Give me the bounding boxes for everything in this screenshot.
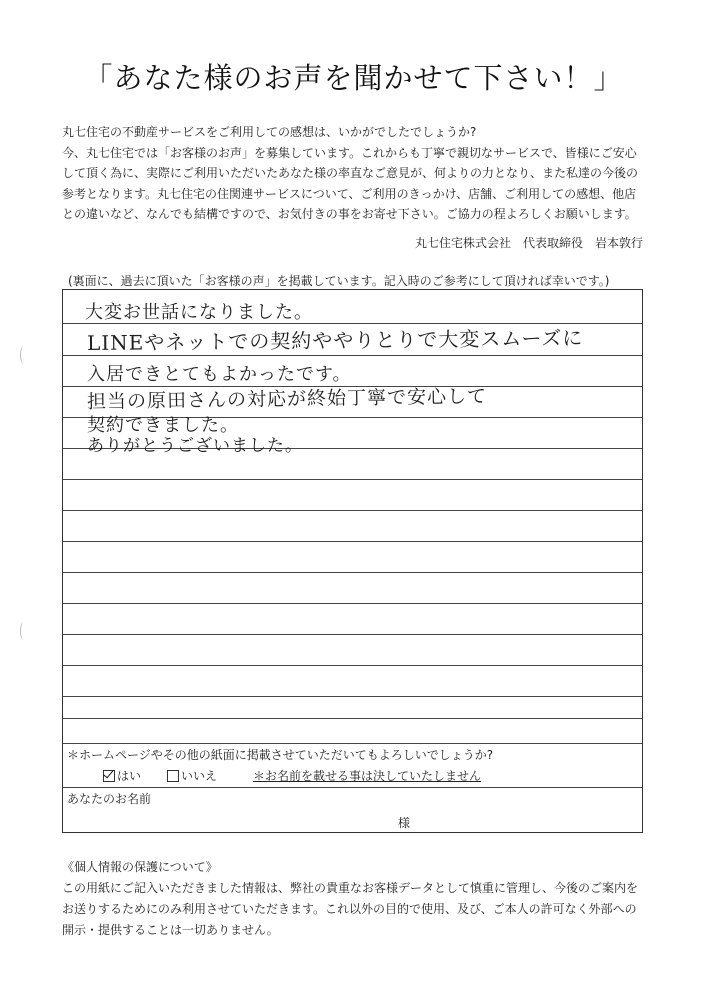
ruled-line <box>63 603 642 604</box>
ruled-line <box>63 665 642 666</box>
name-suffix: 様 <box>398 816 411 830</box>
ruled-line <box>63 696 642 697</box>
company-signature: 丸七住宅株式会社 代表取締役 岩本敦行 <box>414 236 643 250</box>
ruled-line <box>63 541 642 542</box>
reference-note: (裏面に、過去に頂いた「お客様の声」を掲載しています。記入時のご参考にして頂ければ幸いです。) <box>68 274 610 288</box>
ruled-line <box>63 787 642 788</box>
privacy-line: お送りするためにのみ利用させていただきます。これ以外の目的で使用、及び、ご本人の許可なく外部への <box>62 902 637 916</box>
ruled-line <box>63 572 642 573</box>
ruled-line <box>63 510 642 511</box>
intro-line: との違いなど、なんでも結構ですので、お気付きの事をお寄せ下さい。ご協力の程よろしくお願いします。 <box>62 207 637 221</box>
page-title: 「あなた様のお声を聞かせて下さい！」 <box>83 61 624 95</box>
yes-checkbox[interactable] <box>103 770 115 782</box>
ruled-line <box>63 718 642 719</box>
yes-label: はい <box>117 769 142 783</box>
intro-text <box>62 122 662 225</box>
intro-line: して頂く為に、実際にご利用いただいたあなた様の率直なご意見が、何よりの力となり、また私達の今後の <box>62 166 639 180</box>
privacy-line: この用紙にご記入いただきました情報は、弊社の貴重なお客様データとして慎重に管理し、今後のご案内を <box>62 881 639 895</box>
handwritten-line: 大変お世話になりました。 <box>85 302 313 323</box>
ruled-line <box>63 479 642 480</box>
intro-line: 丸七住宅の不動産サービスをご利用しての感想は、いかがでしたでしょうか? <box>62 125 477 139</box>
name-field-label: あなたのお名前 <box>67 792 152 806</box>
ruled-line <box>63 743 642 744</box>
consent-no-option[interactable] <box>167 767 217 784</box>
privacy-section <box>62 857 682 941</box>
intro-line: 参考となります。丸七住宅の住関連サービスについて、ご利用のきっかけ、店舗、ご利用しての感想、他店 <box>62 186 637 201</box>
intro-line: 今、丸七住宅では「お客様のお声」を募集しています。これからも丁寧で親切なサービスで、皆様にご安心 <box>62 145 637 160</box>
handwritten-line: 入居できとてもよかったです。 <box>87 364 352 385</box>
privacy-heading: 《個人情報の保護について》 <box>62 860 218 874</box>
handwritten-line: 担当の原田さんの対応が終始丁寧で安心して <box>86 385 488 413</box>
no-label: いいえ <box>181 769 218 783</box>
handwritten-line: 契約できました。 <box>87 415 239 436</box>
consent-yes-option[interactable] <box>103 767 141 784</box>
privacy-line: 開示・提供することは一切ありません。 <box>62 923 279 937</box>
handwritten-line: ありがとうございました。 <box>87 436 303 456</box>
punch-hole-mark <box>20 346 27 364</box>
name-privacy-notice: ＊お名前を載せる事は決していたしません <box>253 769 482 783</box>
feedback-form <box>62 289 643 833</box>
ruled-line <box>63 634 642 635</box>
handwritten-line: LINEやネットでの契約ややりとりで大変スムーズに <box>86 325 584 355</box>
no-checkbox[interactable] <box>167 770 179 782</box>
consent-question: ＊ホームページやその他の紙面に掲載させていただいてもよろしいでしょうか? <box>67 748 494 762</box>
punch-hole-mark <box>20 622 27 640</box>
consent-options <box>103 767 481 784</box>
